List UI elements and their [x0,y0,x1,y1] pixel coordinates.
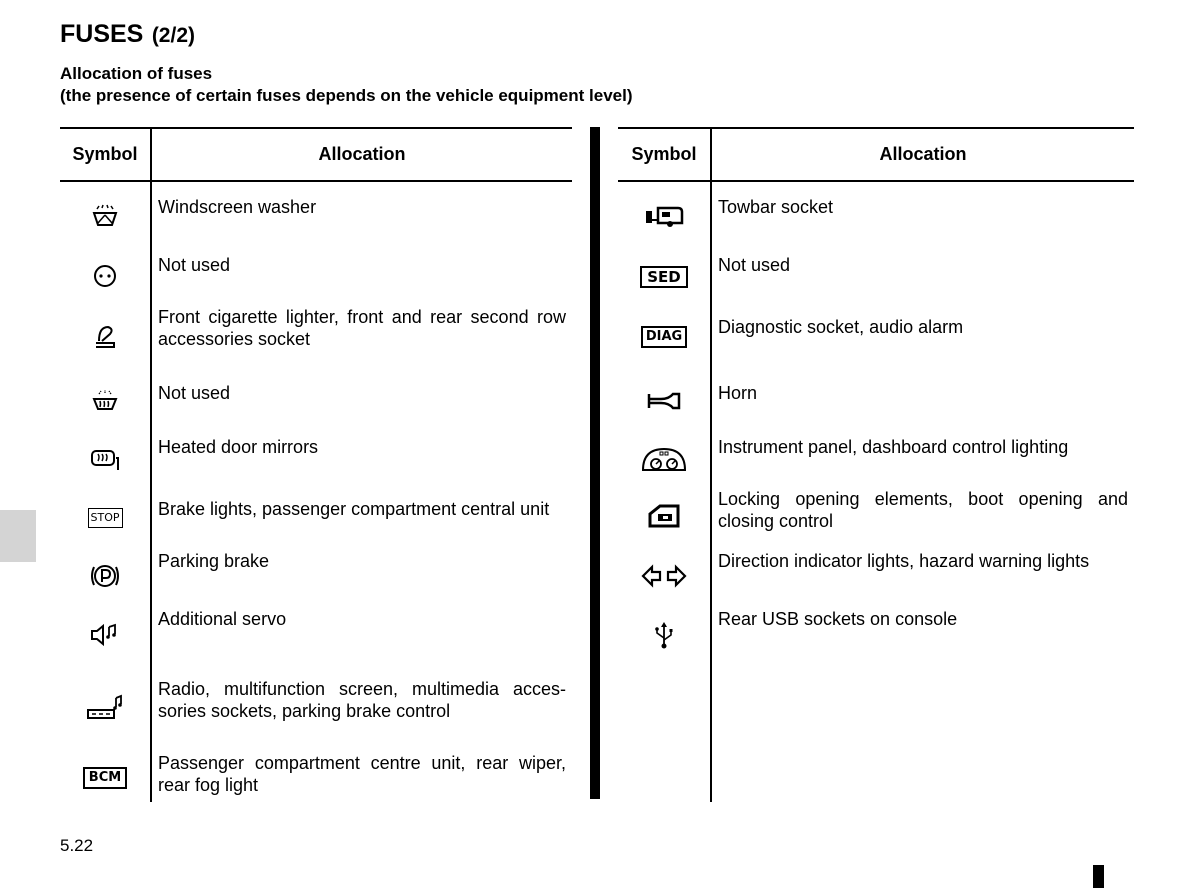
allocation-cell: Front cigarette lighter, front and rear second row accessories socket [158,307,566,349]
table-row [618,604,1134,666]
parking-brake-icon [88,561,122,591]
table-row [60,750,572,802]
table-row [60,666,572,750]
door-lock-icon [646,502,682,530]
allocation-cell: Radio, multifunction screen, multimedia acces-sories sockets, parking brake control [158,679,566,721]
table-row [618,484,1134,548]
allocation-cell: Parking brake [158,551,270,571]
chapter-tab [0,510,36,562]
stop-label-icon: STOP [88,508,123,528]
bcm-label-icon: BCM [83,767,127,789]
subtitle-line-2: (the presence of certain fuses depends on the vehicle equipment level) [60,86,633,105]
allocation-cell: Horn [718,383,758,403]
corner-mark [1093,865,1104,888]
allocation-cell: Instrument panel, dashboard control lighting [718,437,1069,457]
symbol-column-header: Symbol [618,128,711,181]
diag-label-icon: DIAG [641,326,687,348]
heated-mirror-icon [88,446,122,472]
allocation-column-header: Allocation [151,128,572,181]
usb-icon [652,620,676,650]
allocation-cell: Not used [158,383,231,403]
towbar-caravan-icon [644,203,684,229]
title-part: (2/2) [151,24,195,47]
direction-indicator-icon [640,563,688,589]
instrument-panel-icon [640,445,688,473]
allocation-cell: Direction indicator lights, hazard warning lights [718,551,1090,571]
table-row-empty [618,750,1134,802]
table-row [60,368,572,434]
table-row [618,434,1134,484]
cigarette-lighter-icon [90,321,120,349]
allocation-cell: Not used [158,255,231,275]
allocation-cell: Locking opening elements, boot opening and closing control [718,489,1128,531]
speaker-note-icon [88,621,122,649]
windscreen-washer-icon [89,202,121,230]
allocation-cell: Not used [718,255,791,275]
table-row [60,434,572,484]
table-row [618,368,1134,434]
column-divider [590,127,600,799]
fuse-table-left [60,127,572,802]
allocation-cell: Towbar socket [718,197,834,217]
title-main: FUSES [60,20,144,48]
symbol-column-header: Symbol [60,128,151,181]
table-row [60,548,572,604]
table-row [60,484,572,548]
table-row [618,548,1134,604]
section-subtitle [60,63,633,107]
front-demister-icon [90,387,120,415]
table-row-empty [618,666,1134,750]
allocation-cell: Diagnostic socket, audio alarm [718,317,964,337]
sed-label-icon: SED [640,266,688,288]
table-row [60,250,572,302]
allocation-cell: Additional servo [158,609,287,629]
horn-icon [645,389,683,413]
allocation-cell: Windscreen washer [158,197,317,217]
table-row [618,302,1134,368]
table-row [60,181,572,250]
subtitle-line-1: Allocation of fuses [60,64,213,83]
table-row [618,181,1134,250]
table-row [60,302,572,368]
allocation-cell: Brake lights, passenger compartment central unit [158,499,550,519]
table-row [60,604,572,666]
page-number: 5.22 [60,836,94,855]
radio-note-icon [85,692,125,724]
table-row [618,250,1134,302]
page-title [60,18,195,54]
allocation-column-header: Allocation [711,128,1134,181]
allocation-cell: Rear USB sockets on console [718,609,958,629]
not-used-circle-icon [92,263,118,289]
fuse-table-right [618,127,1134,802]
allocation-cell: Heated door mirrors [158,437,319,457]
allocation-cell: Passenger compartment centre unit, rear wiper, rear fog light [158,753,566,795]
